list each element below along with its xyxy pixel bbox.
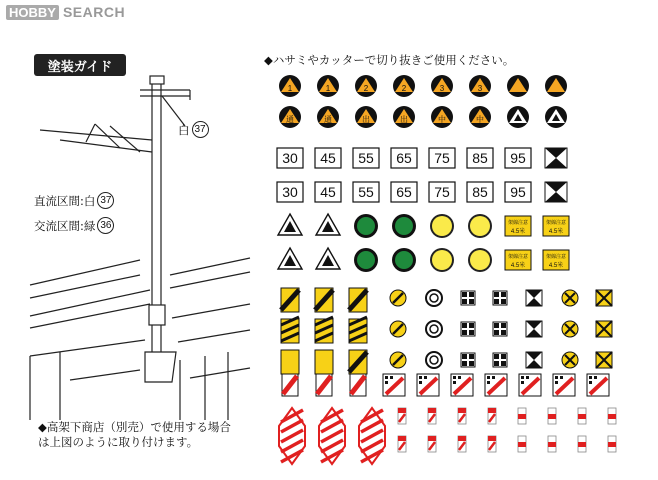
orange-circle-sign xyxy=(393,106,415,128)
red-white-marker-post xyxy=(548,436,556,452)
speed-limit-sign xyxy=(277,148,303,168)
yellow-striped-board xyxy=(315,317,333,343)
small-marker xyxy=(493,353,507,367)
red-white-marker-post xyxy=(518,408,526,424)
speed-limit-sign xyxy=(467,148,493,168)
speed-limit-sign xyxy=(353,148,379,168)
red-white-board xyxy=(282,374,298,396)
orange-circle-sign xyxy=(507,106,529,128)
board-top-text: 架線注意 xyxy=(507,220,529,226)
watermark-mark: HOBBY xyxy=(6,5,59,20)
speed-limit-sign xyxy=(467,182,493,202)
small-marker xyxy=(390,352,406,368)
board-bottom-text: 4.5米 xyxy=(510,229,526,235)
chevron-diamond-board xyxy=(319,408,345,464)
speed-value: 75 xyxy=(434,184,450,200)
small-marker xyxy=(461,291,475,305)
triangle-warning-sign xyxy=(278,214,302,235)
small-marker xyxy=(426,321,442,337)
yellow-striped-board xyxy=(281,317,299,343)
triangle-warning-sign xyxy=(316,248,340,269)
arm-color-label xyxy=(178,121,209,138)
pole-drawing xyxy=(0,60,262,420)
orange-circle-sign xyxy=(431,106,453,128)
small-marker xyxy=(426,290,442,306)
sign-number: 2 xyxy=(401,84,407,93)
small-marker xyxy=(390,290,406,306)
speed-limit-sign xyxy=(429,148,455,168)
speed-value: 95 xyxy=(510,184,526,200)
yellow-striped-board xyxy=(349,350,367,374)
green-signal-disc xyxy=(392,248,416,272)
red-white-marker-post xyxy=(488,436,496,452)
speed-limit-sign xyxy=(353,182,379,202)
orange-circle-sign xyxy=(507,75,529,97)
speed-limit-sign xyxy=(391,182,417,202)
sign-number: 3 xyxy=(477,84,483,93)
caution-board-sign xyxy=(505,216,531,236)
yellow-striped-board xyxy=(315,288,333,312)
painting-guide-label: 塗装ガイド xyxy=(34,54,126,76)
note-line-1: ◆高架下商店（別売）で使用する場合 xyxy=(38,420,231,434)
small-marker xyxy=(461,353,475,367)
yellow-striped-board xyxy=(349,288,367,312)
speed-value: 95 xyxy=(510,150,526,166)
red-white-marker-post xyxy=(608,408,616,424)
speed-limit-sign xyxy=(315,148,341,168)
installation-note xyxy=(38,420,231,450)
red-white-marker-post xyxy=(458,436,466,452)
watermark-word: SEARCH xyxy=(62,4,126,20)
dc-section-number: 37 xyxy=(97,192,114,209)
orange-circle-sign xyxy=(355,106,377,128)
yellow-signal-disc xyxy=(430,214,454,238)
speed-limit-sign xyxy=(315,182,341,202)
orange-circle-sign xyxy=(279,106,301,128)
sign-number: 1 xyxy=(325,84,331,93)
board-bottom-text: 4.5米 xyxy=(548,263,564,269)
ac-section-label xyxy=(34,217,114,234)
checker-red-board xyxy=(383,374,405,396)
small-marker xyxy=(493,322,507,336)
speed-limit-sign xyxy=(277,182,303,202)
red-white-marker-post xyxy=(518,436,526,452)
speed-value: 30 xyxy=(282,150,298,166)
triangle-warning-sign xyxy=(316,214,340,235)
orange-circle-sign xyxy=(545,75,567,97)
speed-value: 75 xyxy=(434,150,450,166)
board-top-text: 架線注意 xyxy=(507,254,529,260)
dc-section-label xyxy=(34,192,114,209)
speed-value: 65 xyxy=(396,150,412,166)
small-marker xyxy=(526,290,542,306)
speed-value: 55 xyxy=(358,150,374,166)
red-white-marker-post xyxy=(608,436,616,452)
yellow-signal-disc xyxy=(468,214,492,238)
board-top-text: 架線注意 xyxy=(545,254,567,260)
arm-color-number: 37 xyxy=(192,121,209,138)
ac-section-number: 36 xyxy=(97,217,114,234)
sign-number: 出 xyxy=(400,115,408,124)
red-white-marker-post xyxy=(458,408,466,424)
red-white-marker-post xyxy=(578,436,586,452)
watermark-logo xyxy=(6,4,125,20)
yellow-striped-board xyxy=(281,288,299,312)
speed-value: 85 xyxy=(472,150,488,166)
decal-sheet xyxy=(262,68,654,476)
board-top-text: 架線注意 xyxy=(545,220,567,226)
cut-instruction: ◆ハサミやカッターで切り抜きご使用ください。 xyxy=(264,53,515,67)
small-marker xyxy=(526,352,542,368)
green-signal-disc xyxy=(354,248,378,272)
small-marker xyxy=(596,321,612,337)
orange-circle-sign xyxy=(469,75,491,97)
red-white-marker-post xyxy=(398,436,406,452)
sign-number: 中 xyxy=(438,115,446,124)
red-white-board xyxy=(350,374,366,396)
red-white-marker-post xyxy=(398,408,406,424)
checker-red-board xyxy=(519,374,541,396)
orange-circle-sign xyxy=(279,75,301,97)
caution-board-sign xyxy=(543,216,569,236)
orange-circle-sign xyxy=(431,75,453,97)
board-bottom-text: 4.5米 xyxy=(548,229,564,235)
board-bottom-text: 4.5米 xyxy=(510,263,526,269)
speed-value: 65 xyxy=(396,184,412,200)
yellow-striped-board xyxy=(349,317,367,343)
caution-board-sign xyxy=(543,250,569,270)
triangle-warning-sign xyxy=(278,248,302,269)
green-signal-disc xyxy=(354,214,378,238)
speed-limit-sign xyxy=(429,182,455,202)
red-white-marker-post xyxy=(428,408,436,424)
checker-red-board xyxy=(485,374,507,396)
bowtie-sign xyxy=(545,182,567,202)
speed-value: 30 xyxy=(282,184,298,200)
sign-number: 3 xyxy=(439,84,445,93)
yellow-signal-disc xyxy=(468,248,492,272)
orange-circle-sign xyxy=(393,75,415,97)
checker-red-board xyxy=(417,374,439,396)
speed-limit-sign xyxy=(505,148,531,168)
checker-red-board xyxy=(451,374,473,396)
green-signal-disc xyxy=(392,214,416,238)
speed-value: 85 xyxy=(472,184,488,200)
chevron-diamond-board xyxy=(359,408,385,464)
small-marker xyxy=(596,352,612,368)
small-marker xyxy=(426,352,442,368)
orange-circle-sign xyxy=(355,75,377,97)
speed-value: 45 xyxy=(320,150,336,166)
sign-number: 1 xyxy=(287,84,293,93)
small-marker xyxy=(562,352,578,368)
orange-circle-sign xyxy=(317,75,339,97)
orange-circle-sign xyxy=(545,106,567,128)
small-marker xyxy=(461,322,475,336)
checker-red-board xyxy=(553,374,575,396)
chevron-diamond-board xyxy=(279,408,305,464)
caution-board-sign xyxy=(505,250,531,270)
red-white-marker-post xyxy=(488,408,496,424)
red-white-board xyxy=(316,374,332,396)
note-line-2: は上図のように取り付けます。 xyxy=(38,435,199,449)
yellow-striped-board xyxy=(281,350,299,374)
arm-color-text: 白 xyxy=(178,122,190,137)
orange-circle-sign xyxy=(317,106,339,128)
sign-number: 中 xyxy=(476,115,484,124)
red-white-marker-post xyxy=(428,436,436,452)
sign-number: 通 xyxy=(286,115,294,124)
checker-red-board xyxy=(587,374,609,396)
bowtie-sign xyxy=(545,148,567,168)
red-white-marker-post xyxy=(548,408,556,424)
yellow-striped-board xyxy=(315,350,333,374)
yellow-signal-disc xyxy=(430,248,454,272)
small-marker xyxy=(493,291,507,305)
sign-number: 2 xyxy=(363,84,369,93)
dc-section-text: 直流区間:白 xyxy=(34,193,96,208)
speed-limit-sign xyxy=(391,148,417,168)
speed-value: 45 xyxy=(320,184,336,200)
orange-circle-sign xyxy=(469,106,491,128)
sign-number: 出 xyxy=(362,115,370,124)
small-marker xyxy=(596,290,612,306)
sign-number: 通 xyxy=(324,115,332,124)
small-marker xyxy=(390,321,406,337)
small-marker xyxy=(562,321,578,337)
small-marker xyxy=(562,290,578,306)
small-marker xyxy=(526,321,542,337)
speed-value: 55 xyxy=(358,184,374,200)
red-white-marker-post xyxy=(578,408,586,424)
speed-limit-sign xyxy=(505,182,531,202)
ac-section-text: 交流区間:緑 xyxy=(34,218,96,233)
